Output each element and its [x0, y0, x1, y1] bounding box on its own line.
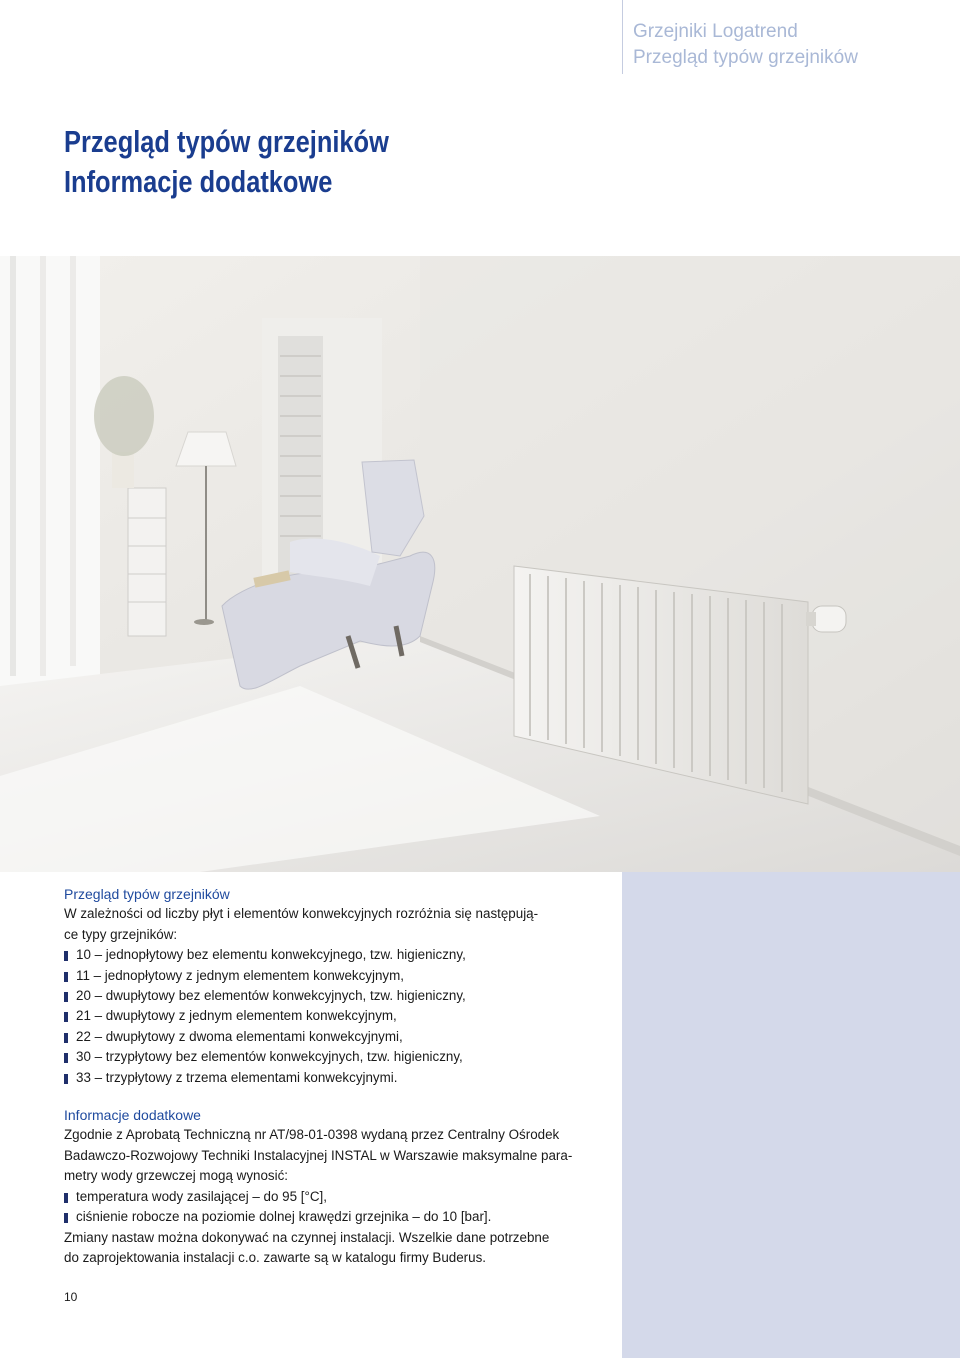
parameters-list: [64, 1187, 612, 1228]
header-line-1: Grzejniki Logatrend: [633, 21, 798, 42]
additional-line-1: Zgodnie z Aprobatą Techniczną nr AT/98-01-0398 wydaną przez Centralny Ośrodek: [64, 1127, 560, 1143]
types-list: [64, 945, 612, 1088]
closing-line-2: do zaprojektowania instalacji c.o. zawarte są w katalogu firmy Buderus.: [64, 1249, 487, 1265]
additional-line-2: Badawczo-Rozwojowy Techniki Instalacyjnej INSTAL w Warszawie maksymalne para-: [64, 1147, 573, 1163]
additional-intro: [64, 1125, 612, 1186]
list-item: ciśnienie robocze na poziomie dolnej krawędzi grzejnika – do 10 [bar].: [64, 1207, 612, 1227]
list-item: 11 – jednopłytowy z jednym elementem konwekcyjnym,: [64, 966, 612, 986]
content-column: [64, 884, 612, 1268]
types-intro-line-1: W zależności od liczby płyt i elementów konwekcyjnych rozróżnia się następują-: [64, 906, 539, 922]
types-intro-line-2: ce typy grzejników:: [64, 926, 178, 942]
page-number: 10: [64, 1290, 78, 1304]
header-line-2: Przegląd typów grzejników: [633, 47, 858, 68]
list-item: temperatura wody zasilającej – do 95 [°C],: [64, 1187, 612, 1207]
closing-note: [64, 1228, 612, 1269]
list-item: 21 – dwupłytowy z jednym elementem konwekcyjnym,: [64, 1006, 612, 1026]
additional-line-3: metry wody grzewczej mogą wynosić:: [64, 1168, 288, 1184]
running-header: [622, 0, 960, 74]
interior-radiator-photo: [0, 256, 960, 872]
closing-line-1: Zmiany nastaw można dokonywać na czynnej instalacji. Wszelkie dane potrzebne: [64, 1229, 550, 1245]
list-item: 33 – trzypłytowy z trzema elementami konwekcyjnymi.: [64, 1068, 612, 1088]
list-item: 30 – trzypłytowy bez elementów konwekcyjnych, tzw. higieniczny,: [64, 1047, 612, 1067]
types-intro: [64, 904, 612, 945]
section-heading-additional: Informacje dodatkowe: [64, 1107, 201, 1124]
side-panel: [622, 872, 960, 1358]
page-title-line-1: Przegląd typów grzejników: [64, 124, 389, 159]
page-title-line-2: Informacje dodatkowe: [64, 164, 333, 199]
list-item: 22 – dwupłytowy z dwoma elementami konwekcyjnymi,: [64, 1027, 612, 1047]
section-heading-types: Przegląd typów grzejników: [64, 886, 230, 902]
page-title: [64, 122, 389, 202]
list-item: 10 – jednopłytowy bez elementu konwekcyjnego, tzw. higieniczny,: [64, 945, 612, 965]
list-item: 20 – dwupłytowy bez elementów konwekcyjnych, tzw. higieniczny,: [64, 986, 612, 1006]
